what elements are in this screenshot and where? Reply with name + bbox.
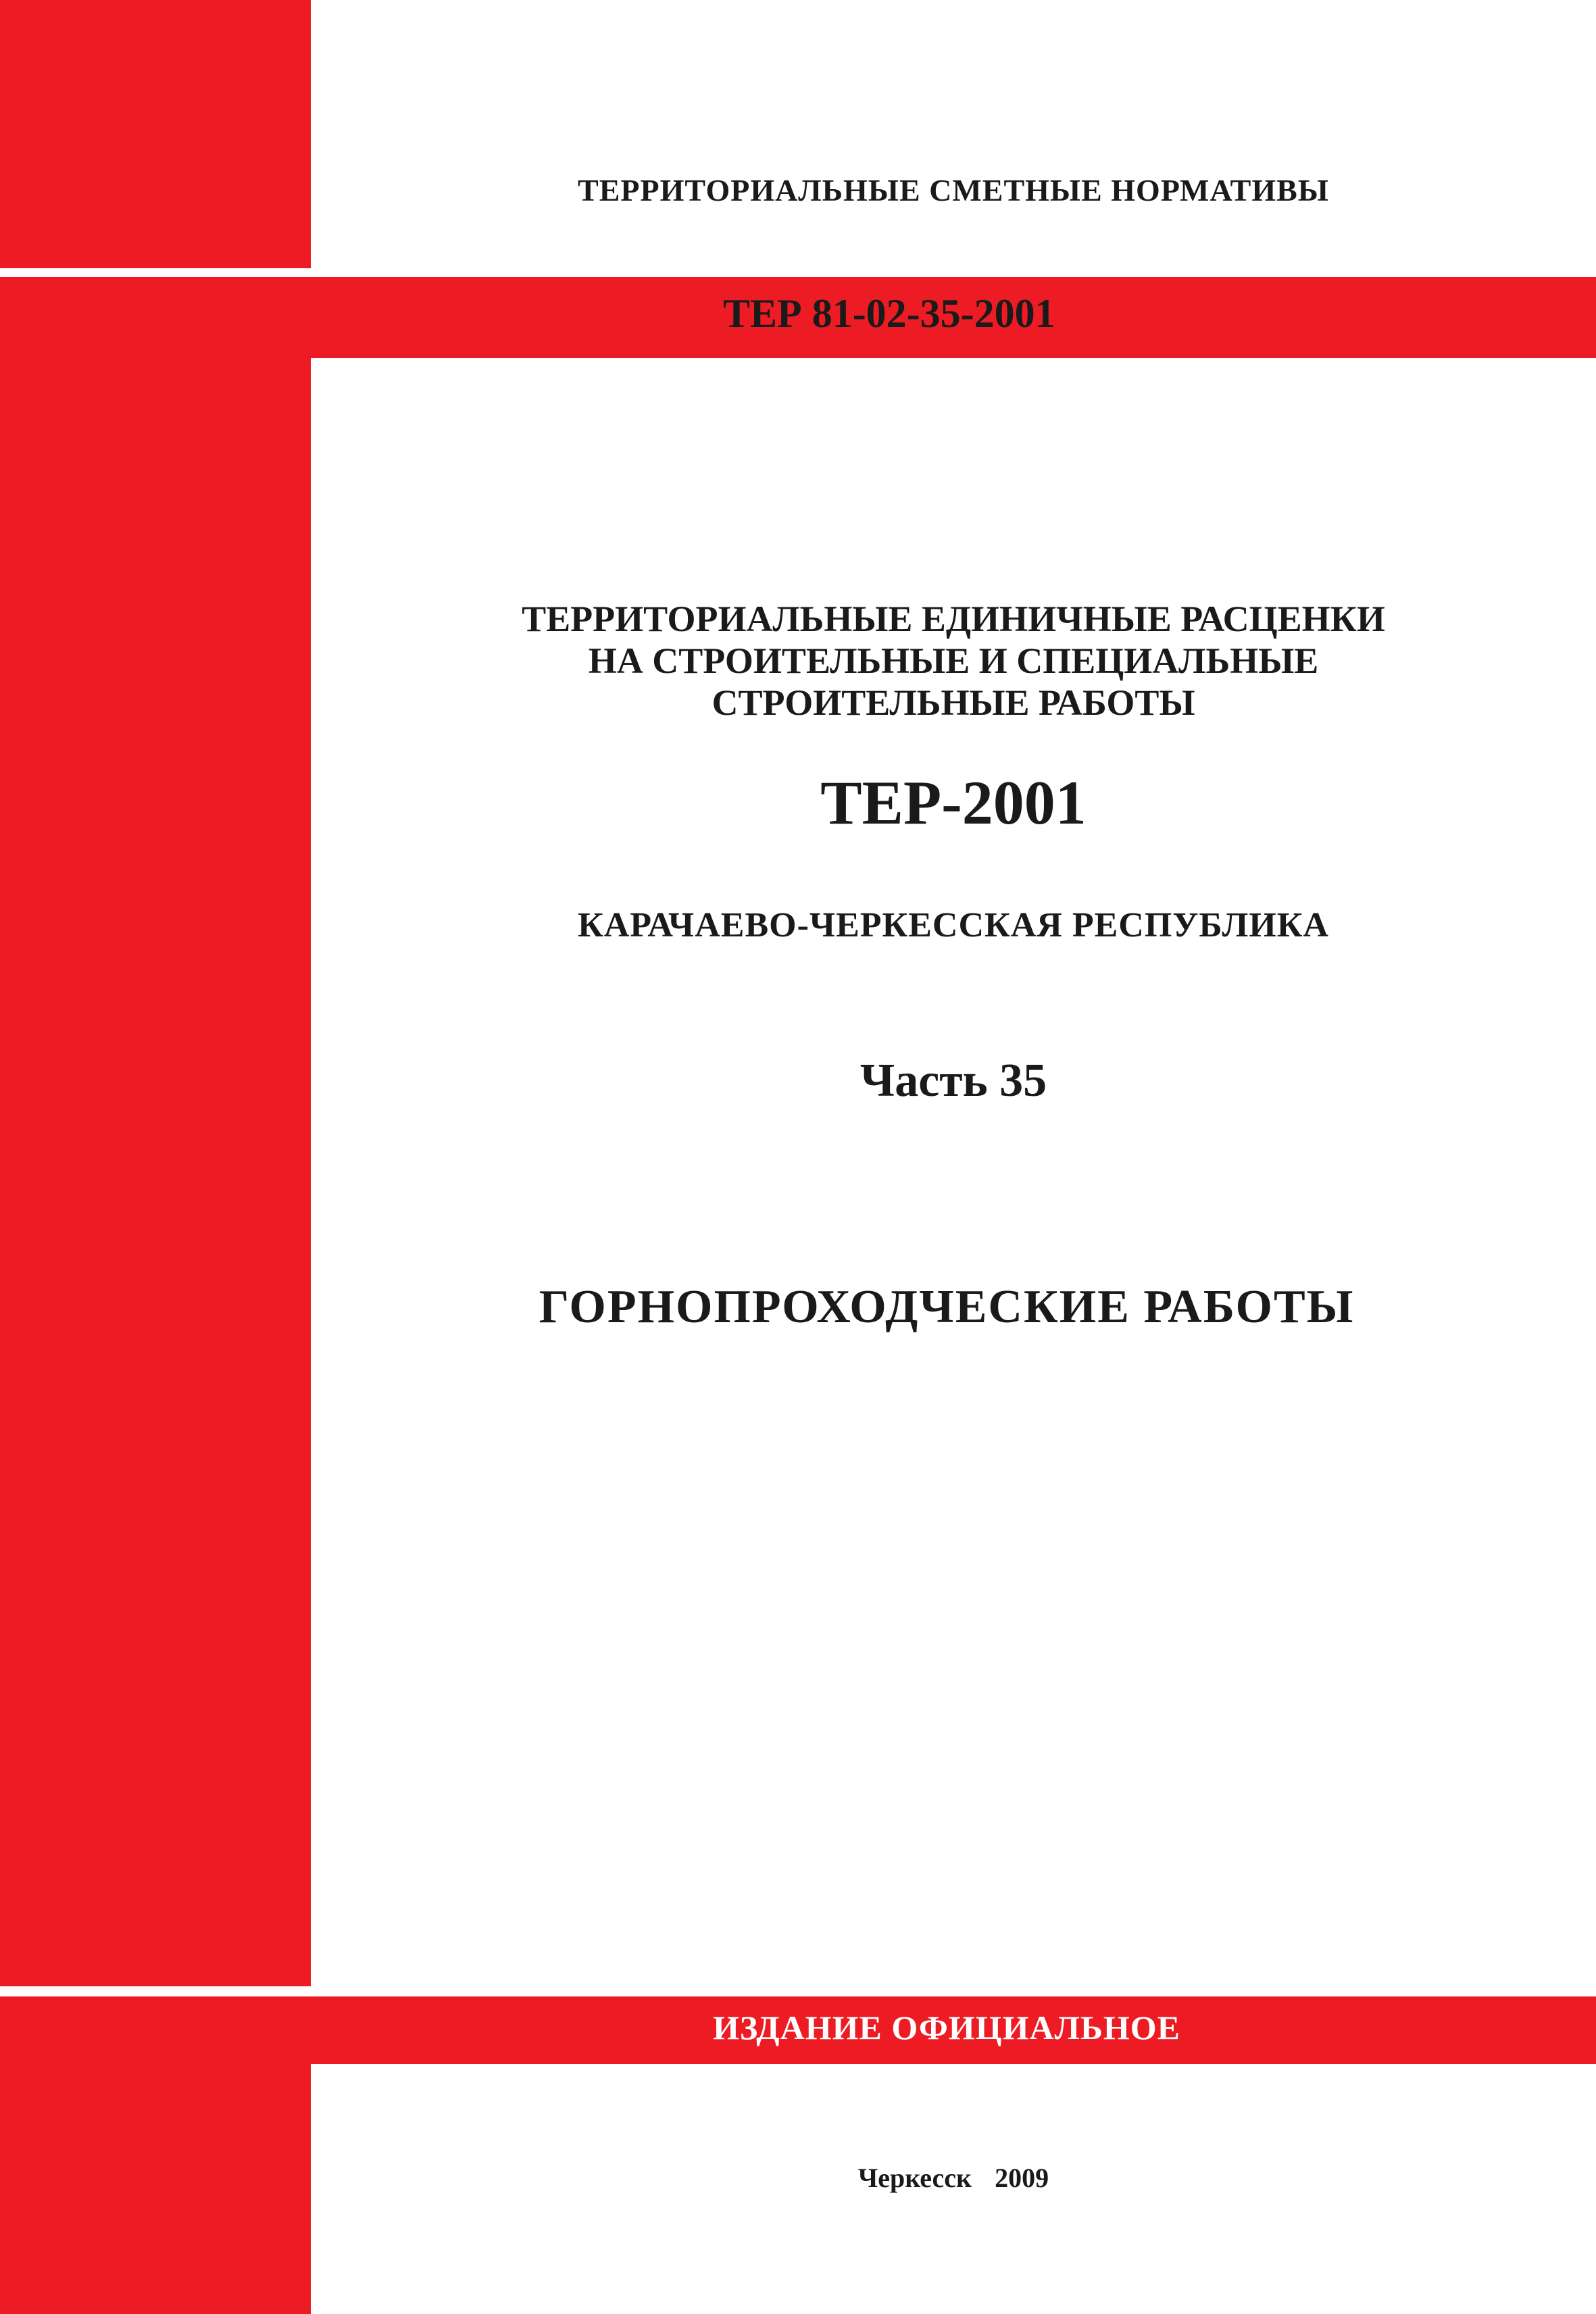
part-number: Часть 35 <box>859 1055 1047 1107</box>
imprint-city: Черкесск <box>857 2163 972 2193</box>
section-title: ГОРНОПРОХОДЧЕСКИЕ РАБОТЫ <box>539 1281 1355 1333</box>
edition-note: ИЗДАНИЕ ОФИЦИАЛЬНОЕ <box>712 2009 1181 2046</box>
left-red-strip-top <box>0 0 311 268</box>
document-code: ТЕР 81-02-35-2001 <box>723 291 1055 336</box>
main-title-line-1: ТЕРРИТОРИАЛЬНЫЕ ЕДИНИЧНЫЕ РАСЦЕНКИ <box>522 599 1385 639</box>
short-code: ТЕР-2001 <box>820 768 1087 837</box>
main-title <box>311 598 1596 724</box>
region-name: КАРАЧАЕВО-ЧЕРКЕССКАЯ РЕСПУБЛИКА <box>578 906 1329 945</box>
imprint-year: 2009 <box>995 2163 1049 2193</box>
main-title-line-2: НА СТРОИТЕЛЬНЫЕ И СПЕЦИАЛЬНЫЕ <box>588 640 1319 681</box>
series-title: ТЕРРИТОРИАЛЬНЫЕ СМЕТНЫЕ НОРМАТИВЫ <box>578 173 1329 207</box>
main-title-line-3: СТРОИТЕЛЬНЫЕ РАБОТЫ <box>712 682 1195 723</box>
imprint <box>311 2162 1596 2194</box>
left-red-strip-middle <box>0 365 311 1986</box>
